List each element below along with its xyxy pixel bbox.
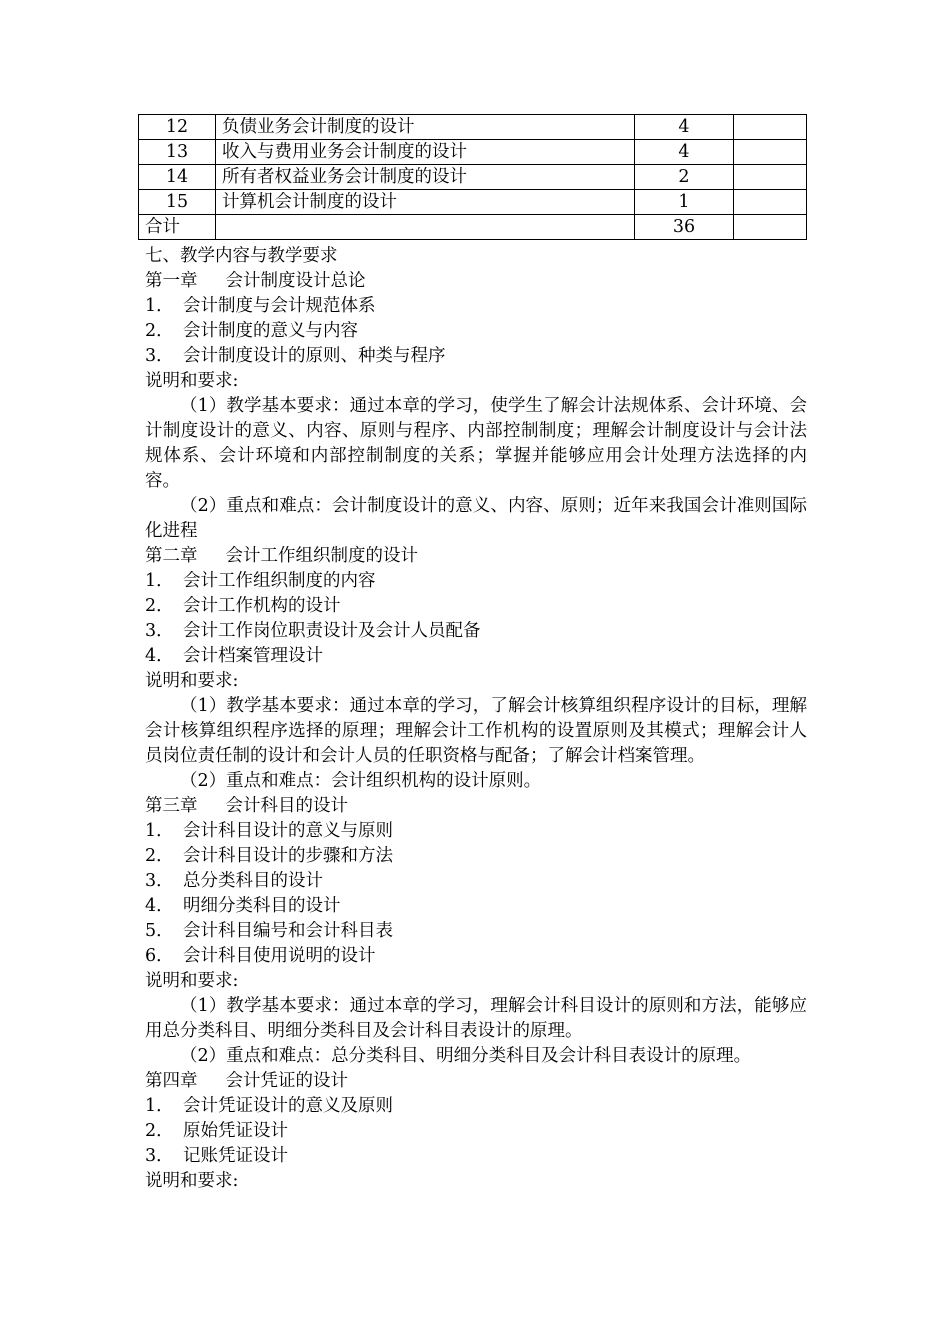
table-row bbox=[139, 140, 807, 165]
item-number: 1． bbox=[145, 1096, 174, 1116]
item-text: 会计科目使用说明的设计 bbox=[183, 946, 376, 966]
list-item bbox=[145, 894, 807, 919]
chapter-title: 会计凭证的设计 bbox=[225, 1071, 348, 1091]
item-number: 1． bbox=[145, 571, 174, 591]
item-text: 会计凭证设计的意义及原则 bbox=[183, 1096, 393, 1116]
row-note bbox=[734, 165, 807, 190]
item-text: 会计档案管理设计 bbox=[183, 646, 323, 666]
chapter-3-heading bbox=[145, 794, 807, 819]
list-item bbox=[145, 844, 807, 869]
table-row bbox=[139, 115, 807, 140]
item-text: 会计科目编号和会计科目表 bbox=[183, 921, 393, 941]
basic-requirements: （1）教学基本要求：通过本章的学习，理解会计科目设计的原则和方法，能够应用总分类科目、明细分类科目及会计科目表设计的原理。 bbox=[145, 996, 807, 1041]
chapter-label: 第二章 bbox=[145, 546, 198, 566]
table-row bbox=[139, 165, 807, 190]
item-number: 2． bbox=[145, 1121, 174, 1141]
item-text: 会计工作组织制度的内容 bbox=[183, 571, 376, 591]
requirements-label: 说明和要求: bbox=[145, 1171, 239, 1191]
row-hours: 1 bbox=[635, 190, 734, 215]
item-number: 3． bbox=[145, 1146, 174, 1166]
total-empty bbox=[216, 215, 635, 240]
requirements-label: 说明和要求: bbox=[145, 371, 239, 391]
row-title: 所有者权益业务会计制度的设计 bbox=[216, 165, 635, 190]
section-title: 七、教学内容与教学要求 bbox=[145, 246, 338, 266]
row-note bbox=[734, 190, 807, 215]
row-title: 收入与费用业务会计制度的设计 bbox=[216, 140, 635, 165]
list-item bbox=[145, 869, 807, 894]
total-label: 合计 bbox=[139, 215, 216, 240]
item-number: 1． bbox=[145, 296, 174, 316]
row-hours: 4 bbox=[635, 115, 734, 140]
chapter-title: 会计制度设计总论 bbox=[225, 271, 366, 291]
list-item bbox=[145, 1119, 807, 1144]
chapter-title: 会计科目的设计 bbox=[225, 796, 348, 816]
row-number: 14 bbox=[139, 165, 216, 190]
list-item bbox=[145, 294, 807, 319]
teaching-content bbox=[145, 244, 807, 1194]
item-number: 2． bbox=[145, 321, 174, 341]
item-number: 2． bbox=[145, 596, 174, 616]
item-number: 5． bbox=[145, 921, 174, 941]
item-text: 会计工作机构的设计 bbox=[183, 596, 341, 616]
total-note bbox=[734, 215, 807, 240]
item-text: 会计制度设计的原则、种类与程序 bbox=[183, 346, 446, 366]
row-note bbox=[734, 115, 807, 140]
list-item bbox=[145, 944, 807, 969]
item-text: 总分类科目的设计 bbox=[183, 871, 323, 891]
list-item bbox=[145, 919, 807, 944]
item-number: 4． bbox=[145, 646, 174, 666]
list-item bbox=[145, 344, 807, 369]
list-item bbox=[145, 1094, 807, 1119]
item-number: 3． bbox=[145, 621, 174, 641]
basic-requirements: （1）教学基本要求：通过本章的学习，使学生了解会计法规体系、会计环境、会计制度设计的意义、内容、原则与程序、内部控制制度；理解会计制度设计与会计法规体系、会计环境和内部控制制度的关系；掌握并能够应用会计处理方法选择的内容。 bbox=[145, 396, 807, 491]
basic-requirements: （1）教学基本要求：通过本章的学习，了解会计核算组织程序设计的目标，理解会计核算组织程序选择的原理；理解会计工作机构的设置原则及其模式；理解会计人员岗位责任制的设计和会计人员的任职资格与配备；了解会计档案管理。 bbox=[145, 696, 807, 766]
chapter-4-heading bbox=[145, 1069, 807, 1094]
item-text: 会计科目设计的步骤和方法 bbox=[183, 846, 393, 866]
table-total-row bbox=[139, 215, 807, 240]
list-item bbox=[145, 619, 807, 644]
row-number: 15 bbox=[139, 190, 216, 215]
item-number: 6． bbox=[145, 946, 174, 966]
hours-table bbox=[138, 114, 807, 240]
chapter-label: 第四章 bbox=[145, 1071, 198, 1091]
row-title: 负债业务会计制度的设计 bbox=[216, 115, 635, 140]
list-item bbox=[145, 644, 807, 669]
list-item bbox=[145, 319, 807, 344]
item-number: 4． bbox=[145, 896, 174, 916]
list-item bbox=[145, 1144, 807, 1169]
item-text: 会计工作岗位职责设计及会计人员配备 bbox=[183, 621, 481, 641]
item-text: 会计制度的意义与内容 bbox=[183, 321, 358, 341]
item-text: 会计科目设计的意义与原则 bbox=[183, 821, 393, 841]
list-item bbox=[145, 819, 807, 844]
row-title: 计算机会计制度的设计 bbox=[216, 190, 635, 215]
requirements-label: 说明和要求: bbox=[145, 671, 239, 691]
row-number: 13 bbox=[139, 140, 216, 165]
list-item bbox=[145, 569, 807, 594]
row-hours: 2 bbox=[635, 165, 734, 190]
chapter-label: 第一章 bbox=[145, 271, 198, 291]
chapter-1-heading bbox=[145, 269, 807, 294]
item-text: 明细分类科目的设计 bbox=[183, 896, 341, 916]
item-text: 原始凭证设计 bbox=[183, 1121, 288, 1141]
key-points: （2）重点和难点：会计制度设计的意义、内容、原则；近年来我国会计准则国际化进程 bbox=[145, 496, 807, 541]
item-number: 3． bbox=[145, 346, 174, 366]
item-number: 1． bbox=[145, 821, 174, 841]
requirements-label: 说明和要求: bbox=[145, 971, 239, 991]
row-number: 12 bbox=[139, 115, 216, 140]
item-number: 3． bbox=[145, 871, 174, 891]
total-hours: 36 bbox=[635, 215, 734, 240]
list-item bbox=[145, 594, 807, 619]
item-text: 记账凭证设计 bbox=[183, 1146, 288, 1166]
row-hours: 4 bbox=[635, 140, 734, 165]
row-note bbox=[734, 140, 807, 165]
key-points: （2）重点和难点：总分类科目、明细分类科目及会计科目表设计的原理。 bbox=[180, 1046, 752, 1066]
key-points: （2）重点和难点：会计组织机构的设计原则。 bbox=[180, 771, 542, 791]
chapter-label: 第三章 bbox=[145, 796, 198, 816]
chapter-2-heading bbox=[145, 544, 807, 569]
table-row bbox=[139, 190, 807, 215]
item-text: 会计制度与会计规范体系 bbox=[183, 296, 376, 316]
item-number: 2． bbox=[145, 846, 174, 866]
chapter-title: 会计工作组织制度的设计 bbox=[225, 546, 418, 566]
